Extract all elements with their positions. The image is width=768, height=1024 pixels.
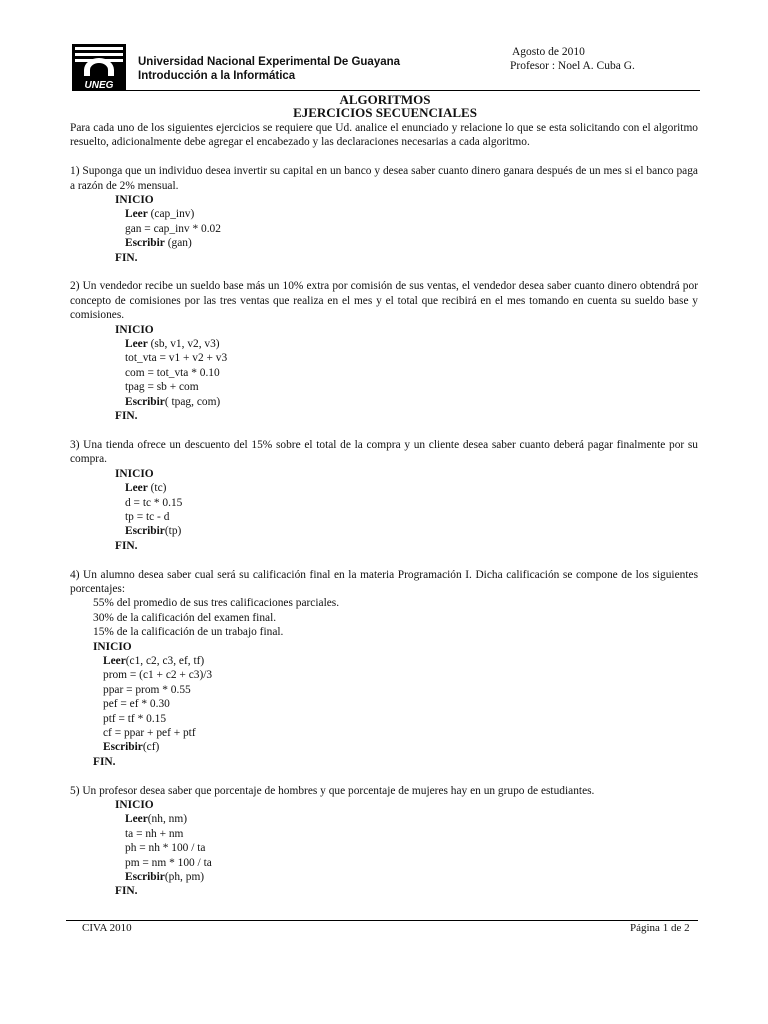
algorithm-block — [70, 467, 698, 553]
code-line: gan = cap_inv * 0.02 — [125, 222, 221, 235]
leer-keyword: Leer — [125, 338, 148, 351]
code-line: ptf = tf * 0.15 — [103, 712, 167, 725]
code-line — [70, 812, 698, 826]
code-line — [70, 481, 698, 495]
code-line: prom = (c1 + c2 + c3)/3 — [103, 669, 213, 682]
fin-keyword: FIN. — [115, 410, 138, 423]
leer-keyword: Leer — [125, 813, 148, 826]
leer-keyword: Leer — [103, 654, 126, 667]
code-line — [70, 870, 698, 884]
escribir-args: ( tpag, com) — [164, 395, 221, 408]
leer-args: (tc) — [147, 482, 167, 495]
escribir-keyword: Escribir — [125, 525, 165, 538]
fin-keyword: FIN. — [93, 755, 116, 768]
exercise-statement: 2) Un vendedor recibe un sueldo base más un 10% extra por comisión de sus ventas, el vendedor desea saber cuanto dinero obtendrá por concepto de comisiones por las tres ventas que realiza en el mes y el total que recibirá en el mes tomando en cuenta su sueldo base y comisiones. — [70, 280, 698, 322]
leer-args: (nh, nm) — [147, 813, 187, 826]
code-line: ta = nh + nm — [125, 827, 184, 840]
fin-keyword: FIN. — [115, 885, 138, 898]
inicio-keyword: INICIO — [115, 323, 154, 336]
document-date: Agosto de 2010 — [512, 46, 585, 58]
exercise-3 — [70, 438, 698, 553]
percentage-item: 55% del promedio de sus tres calificaciones parciales. — [93, 597, 340, 610]
code-line: pm = nm * 100 / ta — [125, 856, 212, 869]
exercise-statement: 4) Un alumno desea saber cual será su calificación final en la materia Programación I. Dicha calificación se compone de los siguientes porcentajes: — [70, 568, 698, 595]
inicio-keyword: INICIO — [93, 640, 132, 653]
exercise-statement: 5) Un profesor desea saber que porcentaje de hombres y que porcentaje de mujeres hay en un grupo de estudiantes. — [70, 784, 595, 797]
escribir-args: (gan) — [164, 237, 192, 250]
code-line — [70, 740, 698, 754]
percentages-list — [70, 596, 698, 639]
algorithm-block — [70, 798, 698, 899]
code-line: cf = ppar + pef + ptf — [103, 727, 196, 739]
code-line: tot_vta = v1 + v2 + v3 — [125, 352, 228, 365]
escribir-keyword: Escribir — [125, 871, 165, 884]
leer-keyword: Leer — [125, 482, 148, 495]
code-line — [70, 524, 698, 538]
code-line — [70, 337, 698, 351]
escribir-keyword: Escribir — [125, 237, 165, 250]
inicio-keyword: INICIO — [115, 799, 154, 812]
inicio-keyword: INICIO — [115, 467, 154, 480]
escribir-keyword: Escribir — [103, 741, 143, 754]
exercise-statement: 1) Suponga que un individuo desea invertir su capital en un banco y desea saber cuanto dinero ganara después de un mes si el banco paga a razón de 2% mensual. — [70, 165, 698, 192]
course-name: Introducción a la Informática — [138, 70, 296, 82]
intro-paragraph: Para cada uno de los siguientes ejercicios se requiere que Ud. analice el enunciado y relacione lo que se esta solicitando con el algoritmo resuelto, adicionalmente debe agregar el encabezado y las declaraciones necesarias a cada algoritmo. — [70, 122, 698, 149]
percentage-item: 30% de la calificación del examen final. — [93, 611, 277, 624]
uneg-logo — [72, 44, 126, 90]
fin-keyword: FIN. — [115, 251, 138, 264]
professor-name: Profesor : Noel A. Cuba G. — [510, 60, 635, 72]
code-line — [70, 395, 698, 409]
code-line: tp = tc - d — [125, 510, 170, 523]
footer-left: CIVA 2010 — [82, 922, 132, 934]
page-number: Página 1 de 2 — [630, 922, 690, 934]
page-title: ALGORITMOS — [339, 92, 431, 107]
algorithm-block — [70, 640, 698, 770]
escribir-args: (tp) — [164, 525, 182, 538]
header-institution — [138, 55, 400, 83]
page-subtitle: EJERCICIOS SECUENCIALES — [293, 105, 477, 120]
algorithm-block — [70, 323, 698, 424]
code-line: ph = nh * 100 / ta — [125, 842, 206, 855]
algorithm-block — [70, 193, 698, 265]
escribir-keyword: Escribir — [125, 395, 165, 408]
exercise-2 — [70, 279, 698, 423]
code-line — [70, 207, 698, 221]
leer-args: (c1, c2, c3, ef, tf) — [125, 654, 205, 667]
exercise-1 — [70, 164, 698, 265]
escribir-args: (ph, pm) — [164, 871, 205, 884]
exercise-statement: 3) Una tienda ofrece un descuento del 15% sobre el total de la compra y un cliente desea saber cuanto deberá pagar finalmente por su compra. — [70, 438, 698, 466]
escribir-args: (cf) — [142, 741, 160, 754]
leer-args: (cap_inv) — [147, 208, 195, 221]
inicio-keyword: INICIO — [115, 194, 154, 207]
code-line: com = tot_vta * 0.10 — [125, 366, 220, 379]
fin-keyword: FIN. — [115, 539, 138, 552]
header-divider — [72, 90, 700, 91]
exercise-5 — [70, 784, 698, 899]
university-name: Universidad Nacional Experimental De Guayana — [138, 56, 401, 68]
code-line — [70, 236, 698, 250]
header-meta — [510, 45, 635, 73]
code-line — [70, 654, 698, 668]
document-body — [70, 121, 698, 899]
leer-args: (sb, v1, v2, v3) — [147, 338, 220, 351]
code-line: tpag = sb + com — [125, 381, 199, 394]
leer-keyword: Leer — [125, 208, 148, 221]
logo-text: UNEG — [84, 80, 114, 90]
footer-divider — [66, 920, 698, 921]
code-line: pef = ef * 0.30 — [103, 698, 170, 711]
percentage-item: 15% de la calificación de un trabajo final. — [93, 626, 284, 639]
code-line: ppar = prom * 0.55 — [103, 683, 191, 696]
exercise-4 — [70, 568, 698, 770]
code-line: d = tc * 0.15 — [125, 496, 183, 509]
